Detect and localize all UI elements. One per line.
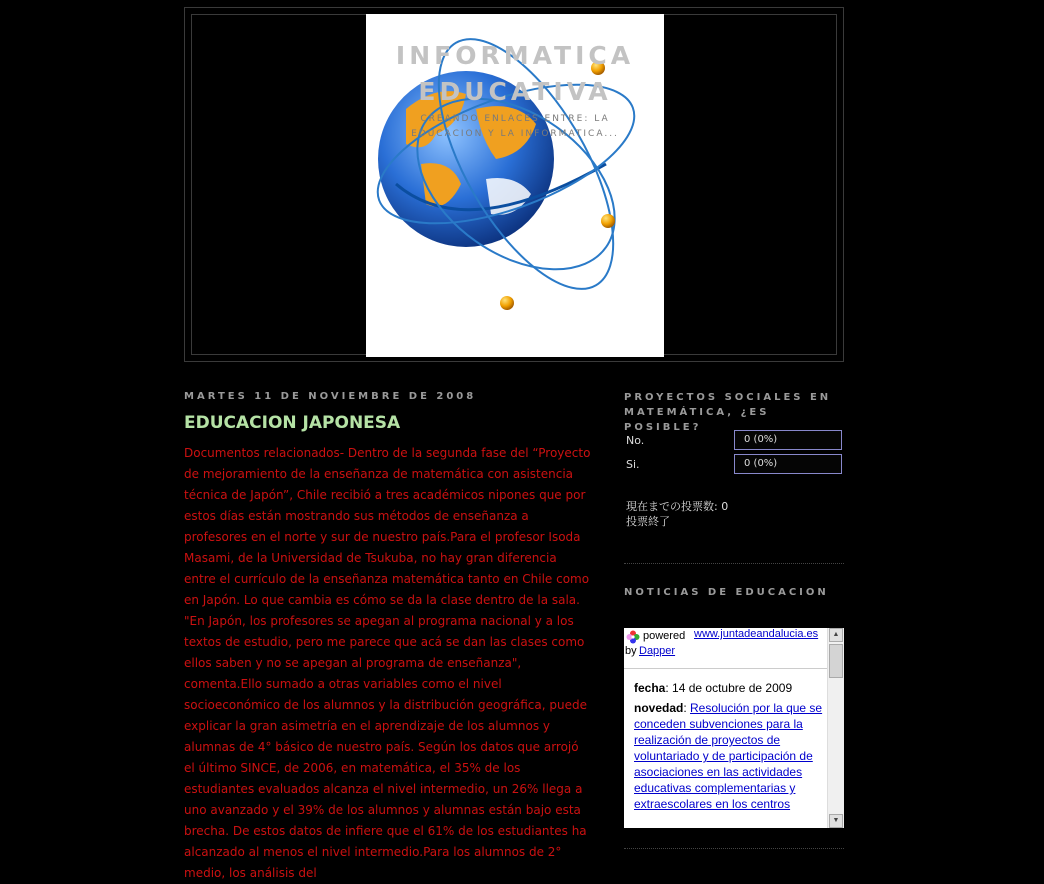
blog-description-line2: EDUCACION Y LA INFORMATICA... (411, 129, 619, 139)
post-body (184, 443, 592, 884)
scroll-up-arrow-icon[interactable]: ▲ (829, 628, 843, 642)
feed-novedad-row: novedad: Resolución por la que se conceden subvenciones para la realización de proyectos de voluntariado y de participación de asociaciones en las actividades educativas complementarias y extraescolares en los centros (634, 701, 823, 811)
dapper-link[interactable]: Dapper (639, 645, 676, 657)
dapper-flower-icon (626, 630, 640, 644)
poll-total (626, 499, 728, 529)
news-feed-widget[interactable] (624, 628, 844, 828)
post-date: MARTES 11 DE NOVIEMBRE DE 2008 (184, 391, 477, 402)
poll-option-result: 0 (0%) (734, 454, 842, 474)
post-body-text: Documentos relacionados- Dentro de la segunda fase del “Proyecto de mejoramiento de la enseñanza de matemática con asistencia técnica de Japón”, Chile recibió a tres académicos nipones que por estos días están mostrando sus métodos de enseñanza a profesores en el norte y sur de nuestro país.Para el profesor Isoda Masami, de la Universidad de Tsukuba, no hay gran diferencia entre el currículo de la enseñanza matemática tanto en Chile como en Japón. Lo que cambia es cómo se da la clase dentro de la sala. "En Japón, los profesores se apegan al programa nacional y a los textos de estudio, pero me parece que acá se dan las clases como ellos saben y no se apegan al programa de enseñanza", comenta.Ello sumado a otras variables como el nivel socioeconómico de los alumnos y la distribución geográfica, puede explicar la gran asimetría en el aprendizaje de los alumnos y alumnas de 4° básico de nuestro país. Según los datos que arrojó el último SINCE, de 2006, en matemática, el 35% de los estudiantes evaluados alcanza el nivel intermedio, un 26% llega a uno avanzado y el 39% de los alumnos y alumnas están bajo esta brecha. De estos datos de infiere que el 61% de los estudiantes ha alcanzado al menos el nivel intermedio.Para los alumnos de 2° medio, los análisis del (184, 446, 591, 880)
poll-option-label: No. (626, 434, 645, 447)
poll-total-label: 現在までの投票数: (626, 500, 718, 513)
poll-option-label: Si. (626, 458, 640, 471)
feed-by-label: by (625, 645, 637, 657)
sidebar-divider (624, 848, 844, 849)
novedad-label: novedad (634, 701, 684, 715)
news-title: NOTICIAS DE EDUCACION (624, 587, 829, 598)
feed-fecha-row: fecha: 14 de octubre de 2009 (634, 681, 793, 695)
poll-option-result: 0 (0%) (734, 430, 842, 450)
fecha-label: fecha (634, 681, 666, 695)
poll-total-value: 0 (721, 500, 729, 513)
feed-site-link[interactable]: www.juntadeandalucia.es (694, 628, 819, 640)
poll-status: 投票終了 (626, 515, 670, 528)
feed-powered-label: powered (643, 630, 686, 642)
poll-title: PROYECTOS SOCIALES EN MATEMÁTICA, ¿ES POSIBLE? (624, 392, 832, 433)
fecha-value: 14 de octubre de 2009 (672, 681, 793, 695)
feed-header (624, 628, 831, 669)
scroll-down-arrow-icon[interactable]: ▼ (829, 814, 843, 828)
feed-scrollbar[interactable] (827, 628, 844, 828)
blog-description-line1: CREANDO ENLACES ENTRE: LA (420, 114, 610, 124)
blog-title-line2[interactable]: EDUCATIVA (418, 77, 612, 106)
poll-total-line (626, 499, 728, 514)
scroll-thumb[interactable] (829, 644, 843, 678)
blog-description (366, 112, 664, 142)
post-title[interactable]: EDUCACION JAPONESA (184, 413, 401, 433)
header-image[interactable] (366, 14, 664, 357)
novedad-link[interactable]: Resolución por la que se conceden subvenciones para la realización de proyectos de voluntariado y de participación de asociaciones en las actividades educativas complementarias y extraescolares en los centros (634, 701, 823, 811)
blog-title[interactable] (366, 38, 664, 110)
blog-title-line1[interactable]: INFORMATICA (395, 41, 635, 70)
sidebar-divider (624, 563, 844, 564)
feed-item (634, 680, 824, 812)
